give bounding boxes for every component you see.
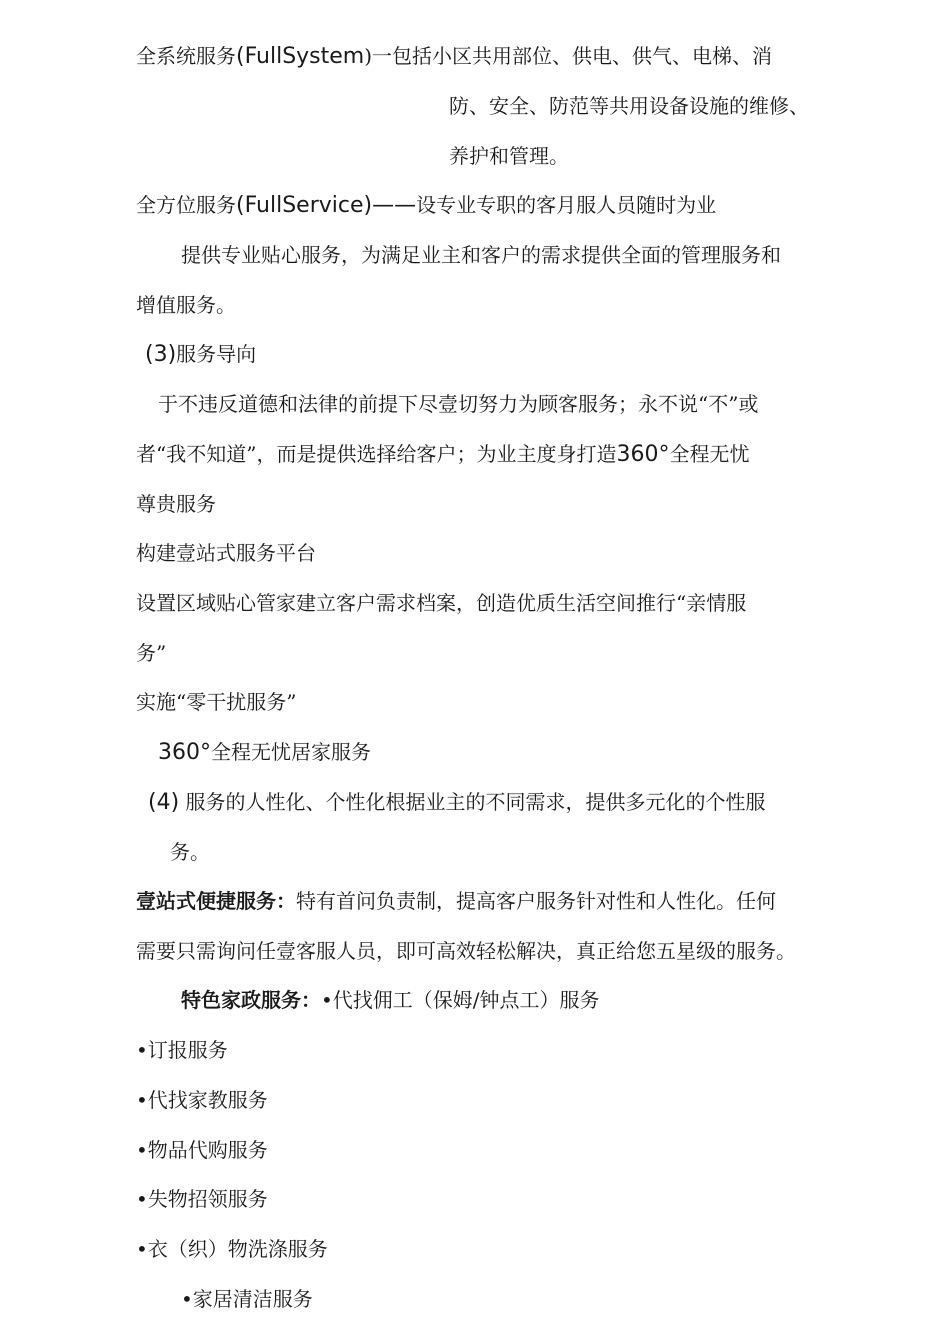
text-segment: •代找佣工（保姆/钟点工）服务 [321, 988, 600, 1012]
text-segment: 全系统服务 [136, 44, 236, 68]
text-segment: 需要只需询问任壹客服人员，即可高效轻松解决，真正给您五星级的服务。 [136, 939, 796, 963]
list-item [136, 1036, 228, 1064]
paragraph-line [136, 490, 216, 518]
text-segment: 特色家政服务： [181, 988, 321, 1012]
paragraph-line [181, 986, 600, 1014]
text-segment: )一包括小区共用部位、供电、供气、电梯、消 [364, 44, 773, 68]
line-full-system-cont-2 [449, 142, 569, 170]
text-segment: •订报服务 [136, 1038, 228, 1062]
list-item [136, 1086, 268, 1114]
text-segment: •失物招领服务 [136, 1187, 268, 1211]
text-segment: 提供专业贴心服务，为满足业主和客户的需求提供全面的管理服务和 [181, 243, 781, 267]
text-segment: 增值服务。 [136, 293, 236, 317]
text-segment: 全程无忧居家服务 [211, 740, 371, 764]
text-segment: 尊贵服务 [136, 492, 216, 516]
line-full-system-cont-1 [449, 92, 809, 120]
text-segment: 养护和管理。 [449, 144, 569, 168]
paragraph-line [136, 440, 749, 469]
text-segment: 设置区域贴心管家建立客户需求档案，创造优质生活空间推行“亲情服 [136, 591, 747, 615]
text-segment: 壹站式便捷服务： [136, 889, 296, 913]
section-heading-4 [148, 788, 766, 817]
text-segment: (3) [145, 342, 177, 367]
list-item [181, 1285, 313, 1313]
paragraph-line [170, 838, 210, 866]
text-segment: 于不违反道德和法律的前提下尽壹切努力为顾客服务；永不说“不”或 [158, 392, 759, 416]
paragraph-line [158, 738, 371, 767]
text-segment: 务。 [170, 840, 210, 864]
line-full-service-cont-1 [181, 241, 781, 269]
paragraph-line [136, 688, 296, 716]
list-item [136, 1136, 268, 1164]
text-segment: (FullService)—— [236, 193, 417, 218]
text-segment: 实施“零干扰服务” [136, 690, 297, 714]
line-full-system [136, 42, 772, 71]
paragraph-line [136, 937, 796, 965]
text-segment: 设专业专职的客月服人员随时为业 [416, 193, 717, 217]
text-segment: 者“我不知道”，而是提供选择给客户；为业主度身打造 [136, 442, 617, 466]
text-segment: 务” [136, 641, 167, 665]
list-item [136, 1235, 328, 1263]
text-segment: (FullSystem [236, 44, 365, 69]
text-segment: 全程无忧 [669, 442, 750, 466]
line-full-service [136, 191, 716, 220]
text-segment: •衣（织）物洗涤服务 [136, 1237, 328, 1261]
text-segment: 360° [158, 740, 211, 765]
text-segment: 服务的人性化、个性化根据业主的不同需求，提供多元化的个性服 [179, 790, 766, 814]
list-item [136, 1185, 268, 1213]
text-segment: •物品代购服务 [136, 1138, 268, 1162]
text-segment: 全方位服务 [136, 193, 236, 217]
text-segment: •代找家教服务 [136, 1088, 268, 1112]
line-full-service-cont-2 [136, 291, 236, 319]
text-segment: 特有首问负责制，提高客户服务针对性和人性化。任何 [296, 889, 776, 913]
paragraph-line [136, 639, 166, 667]
text-segment: •家居清洁服务 [181, 1287, 313, 1311]
paragraph-line [158, 390, 758, 418]
text-segment: 服务导向 [176, 342, 257, 366]
paragraph-line [136, 539, 316, 567]
text-segment: 360° [616, 442, 670, 467]
paragraph-line [136, 589, 746, 617]
section-heading-3 [145, 340, 256, 369]
paragraph-line [136, 887, 776, 915]
text-segment: (4) [148, 790, 180, 815]
text-segment: 防、安全、防范等共用设备设施的维修、 [449, 94, 809, 118]
text-segment: 构建壹站式服务平台 [136, 541, 316, 565]
